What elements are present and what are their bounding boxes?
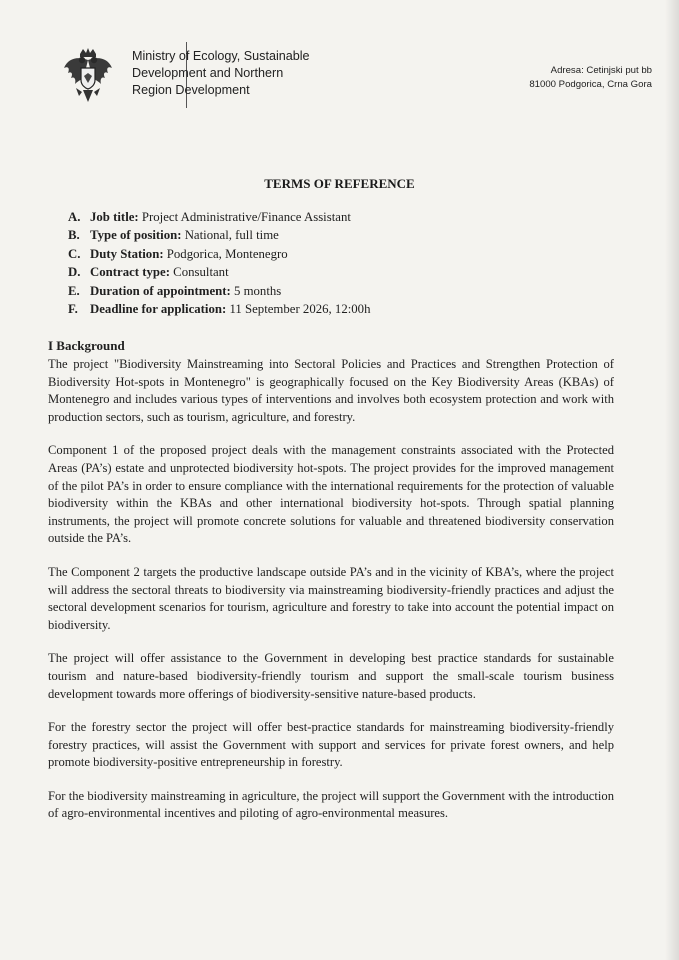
paragraph: For the forestry sector the project will offer best-practice standards for mainstreaming biodiversity-friendly forestry practices, will assist the Government with support and services for private forest owners, and help promote biodiversity-positive entrepreneurship in forestry. [48,720,614,770]
address-line: Adresa: Cetinjski put bb [550,65,652,76]
paragraph: The project will offer assistance to the Government in developing best practice standards for sustainable tourism and nature-based biodiversity-friendly tourism and support the small-scale tourism business development towards more offerings of biodiversity-sensitive nature-based products. [48,651,614,701]
page-edge-shadow [665,0,679,960]
paragraph: For the biodiversity mainstreaming in agriculture, the project will support the Government with the introduction of agro-environmental incentives and piloting of agro-environmental measures. [48,788,614,821]
item-letter: F. [68,301,78,316]
paragraph: The project "Biodiversity Mainstreaming into Sectoral Policies and Practices and Strengthen Protection of Biodiversity Hot-spots in Montenegro" is geographically focused on the Key Biodiversity Areas (KBAs) of Montenegro and includes various types of interventions and involves both ecosystem protection and work with production sectors, such as tourism, agriculture, and forestry. [48,357,614,424]
ministry-line: Development and Northern [132,66,284,80]
detail-item-duration [68,284,628,302]
section-heading-background: I Background [48,338,125,353]
item-letter: D. [68,265,81,280]
item-letter: C. [68,246,81,261]
montenegro-coat-of-arms-icon [62,46,114,108]
paragraph: Component 1 of the proposed project deals with the management constraints associated with the Protected Areas (PA’s) estate and unprotected biodiversity hot-spots. The project provides for the improved management of the pilot PA’s in order to ensure compliance with the international requirements for the protection of valuable biodiversity within the KBAs and other international biodiversity hot-spots. Through spatial planning instruments, the project will promote concrete solutions for valuable and threatened biodiversity conservation outside the PA’s. [48,443,614,546]
item-letter: B. [68,228,80,243]
address-line: 81000 Podgorica, Crna Gora [529,79,652,90]
item-label: Contract type: [90,265,170,280]
detail-item-contract-type [68,265,628,283]
detail-item-job-title [68,210,628,228]
detail-item-duty-station [68,247,628,265]
item-value: Project Administrative/Finance Assistant [141,210,351,224]
item-value: 5 months [233,283,282,298]
letterhead [62,42,652,112]
item-label: Duty Station: [90,246,164,261]
item-value: Consultant [173,265,229,280]
item-letter: A. [68,210,81,224]
ministry-line: Ministry of Ecology, Sustainable [132,49,310,63]
position-details-list [68,210,628,320]
item-label: Duration of appointment: [90,283,231,298]
item-label: Type of position: [90,228,182,243]
item-letter: E. [68,283,80,298]
item-label: Deadline for application: [90,301,227,316]
item-value: 11 September 2026, 12:00h [229,301,371,316]
item-label: Job title: [90,210,139,224]
ministry-name [132,48,332,99]
item-value: National, full time [184,228,279,243]
address-block [432,64,652,92]
item-value: Podgorica, Montenegro [166,246,288,261]
background-text [48,356,614,839]
detail-item-deadline [68,302,628,320]
ministry-line: Region Development [132,83,250,97]
detail-item-position-type [68,228,628,246]
paragraph: The Component 2 targets the productive landscape outside PA’s and in the vicinity of KBA’s, where the project will address the sectoral threats to biodiversity via mainstreaming biodiversity-friendly practices and adjust the sectoral development scenarios for tourism, agriculture and forestry to take into account the potential impact on biodiversity. [48,564,614,632]
document-title: TERMS OF REFERENCE [264,176,415,191]
